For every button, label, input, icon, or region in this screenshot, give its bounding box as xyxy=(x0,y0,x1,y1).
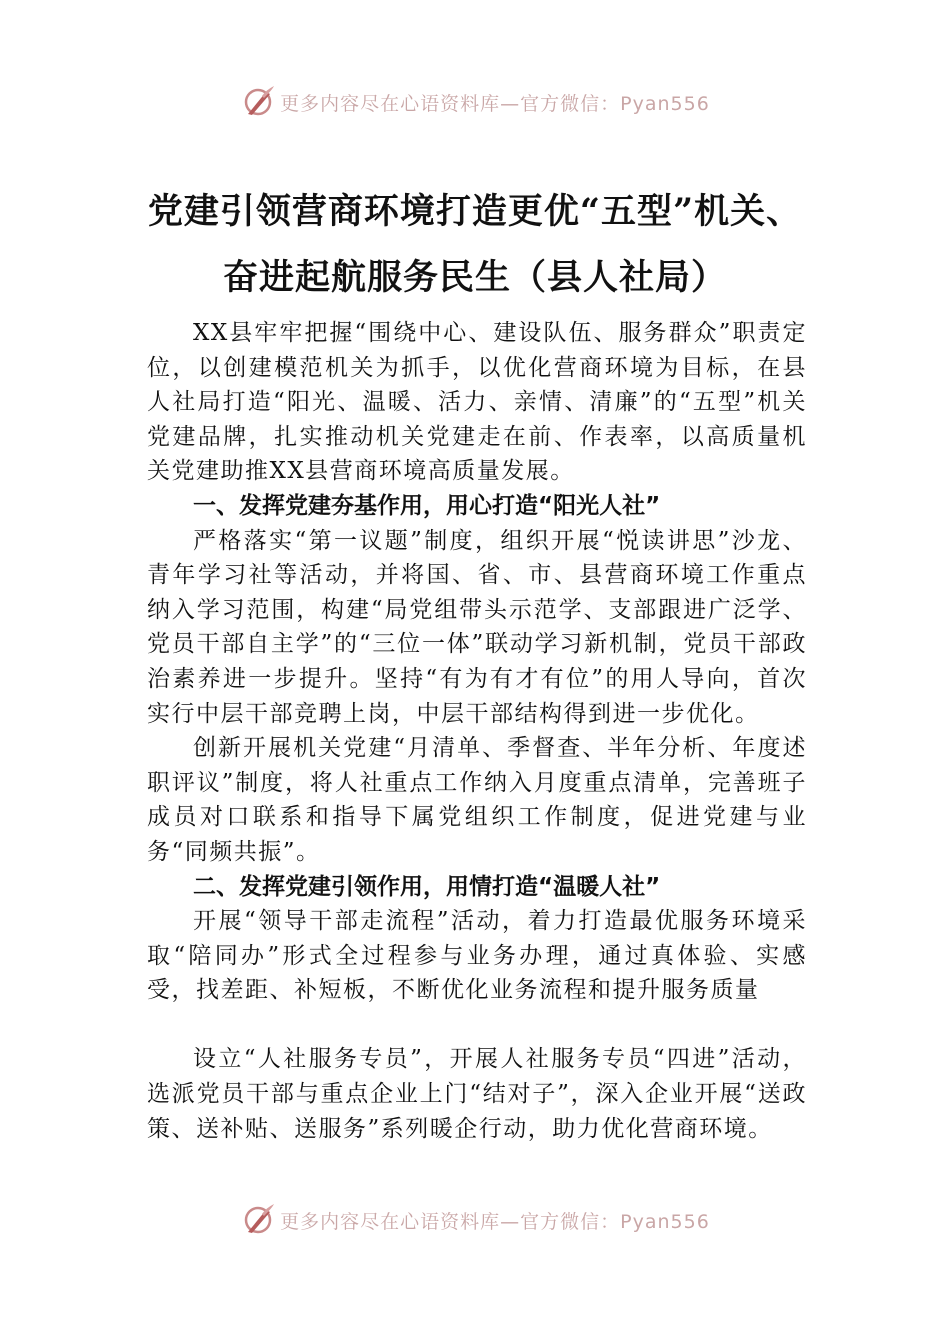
section-1-paragraph-2: 创新开展机关党建“月清单、季督查、半年分析、年度述职评议”制度，将人社重点工作纳入月度重点清单，完善班子成员对口联系和指导下属党组织工作制度，促进党建与业务“同频共振”。 xyxy=(147,735,807,865)
paragraph-gap xyxy=(147,1008,807,1043)
quill-logo-icon xyxy=(240,84,276,120)
quill-logo-icon xyxy=(240,1202,276,1238)
section-2-paragraph-2: 设立“人社服务专员”，开展人社服务专员“四进”活动，选派党员干部与重点企业上门“结对子”，深入企业开展“送政策、送补贴、送服务”系列暖企行动，助力优化营商环境。 xyxy=(147,1046,807,1142)
watermark-text: 更多内容尽在心语资料库—官方微信：Pyan556 xyxy=(280,92,710,115)
section-1-paragraph-1: 严格落实“第一议题”制度，组织开展“悦读讲思”沙龙、青年学习社等活动，并将国、省、市、县营商环境工作重点纳入学习范围，构建“局党组带头示范学、支部跟进广泛学、党员干部自主学”的“三位一体”联动学习新机制，党员干部政治素养进一步提升。坚持“有为有才有位”的用人导向，首次实行中层干部竞聘上岗，中层干部结构得到进一步优化。 xyxy=(147,527,807,727)
watermark-banner-bottom xyxy=(0,1198,950,1242)
watermark-text: 更多内容尽在心语资料库—官方微信：Pyan556 xyxy=(280,1210,710,1233)
document-title-line-1: 党建引领营商环境打造更优“五型”机关、 xyxy=(147,191,803,232)
intro-paragraph: XX县牢牢把握“围绕中心、建设队伍、服务群众”职责定位，以创建模范机关为抓手，以优化营商环境为目标，在县人社局打造“阳光、温暖、活力、亲情、清廉”的“五型”机关党建品牌，扎实推动机关党建走在前、作表率，以高质量机关党建助推XX县营商环境高质量发展。 xyxy=(147,320,807,485)
section-2-paragraph-1: 开展“领导干部走流程”活动，着力打造最优服务环境采取“陪同办”形式全过程参与业务办理，通过真体验、实感受，找差距、补短板，不断优化业务流程和提升服务质量 xyxy=(147,908,807,1004)
document-title-line-2: 奋进起航服务民生（县人社局） xyxy=(222,257,727,298)
section-2-heading: 二、发挥党建引领作用，用情打造“温暖人社” xyxy=(193,873,661,900)
section-1-heading: 一、发挥党建夯基作用，用心打造“阳光人社” xyxy=(193,492,661,519)
watermark-banner-top xyxy=(0,80,950,124)
document-body xyxy=(147,316,807,1146)
